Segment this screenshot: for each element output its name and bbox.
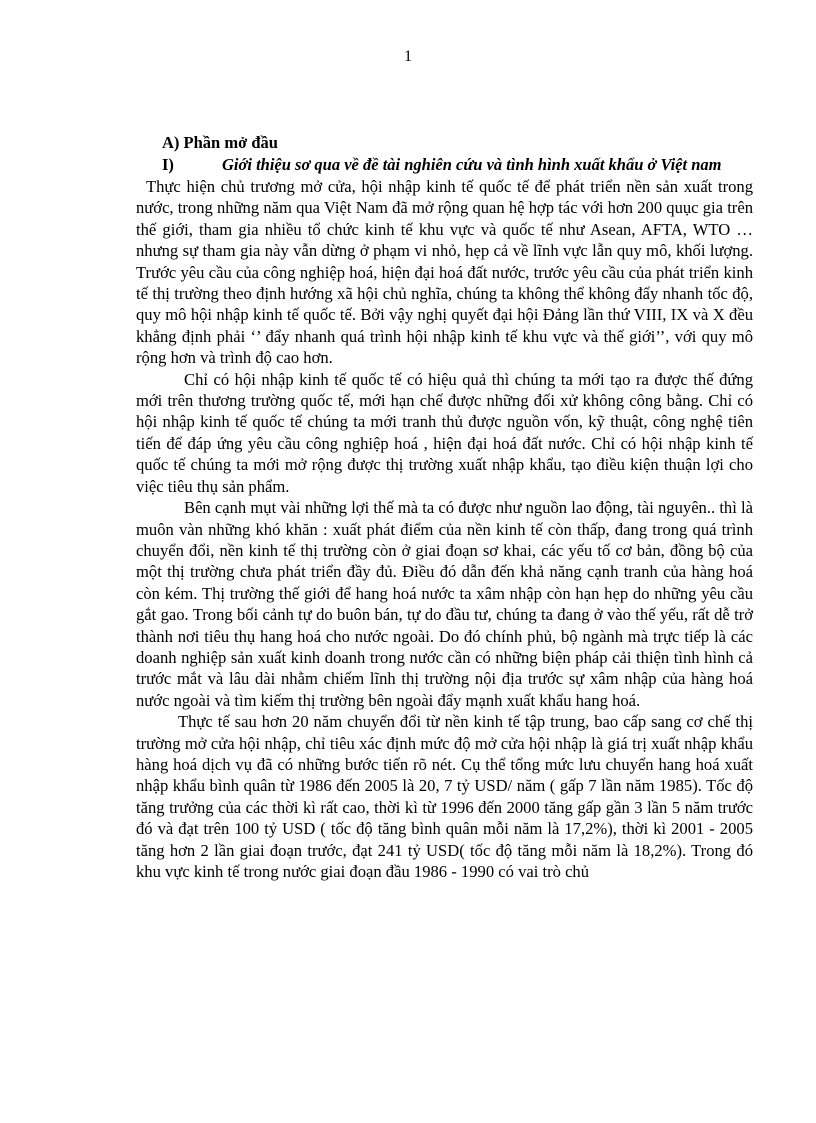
paragraph-1: Thực hiện chủ trương mở cửa, hội nhập kinh tế quốc tế để phát triển nền sản xuất trong nước, trong những năm qua Việt Nam đã mở rộng quan hệ hợp tác với hơn 200 quục gia trên thế giới, tham gia nhiều tổ chức kinh tế khu vực và quốc tế như Asean, AFTA, WTO …nhưng sự tham gia này vẫn dừng ở phạm vi nhỏ, hẹp cả về lĩnh vực lẫn quy mô, khối lượng. Trước yêu cầu của công nghiệp hoá, hiện đại hoá đất nước, trước yêu cầu của phát triển kinh tế thị trường theo định hướng xã hội chủ nghĩa, chúng ta không thể không đẩy nhanh tốc độ, quy mô hội nhập kinh tế quốc tế. Bởi vậy nghị quyết đại hội Đảng lần thứ VIII, IX và X đều khẳng định phải ‘’ đẩy nhanh quá trình hội nhập kinh tế khu vực và thế giới’’, với quy mô rộng hơn và trình độ cao hơn. bbox=[136, 177, 753, 368]
page-number: 1 bbox=[404, 48, 412, 65]
section-heading bbox=[136, 154, 753, 176]
document-body bbox=[136, 132, 753, 882]
section-title: Giới thiệu sơ qua về đề tài nghiên cứu và tình hình xuất khẩu ở Việt nam bbox=[222, 155, 722, 174]
paragraph-2: Chỉ có hội nhập kinh tế quốc tế có hiệu quả thì chúng ta mới tạo ra được thế đứng mới trên thương trường quốc tế, mới hạn chế được những đối xử không công bằng. Chỉ có hội nhập kinh tế quốc tế chúng ta mới tranh thủ được nguồn vốn, kỹ thuật, công nghệ tiên tiến để đáp ứng yêu cầu công nghiệp hoá , hiện đại hoá đất nước. Chỉ có hội nhập kinh tế quốc tế chúng ta mới mở rộng được thị trường xuất nhập khẩu, tạo điều kiện thuận lợi cho việc tiêu thụ sản phẩm. bbox=[136, 369, 753, 496]
section-numeral: I) bbox=[162, 155, 174, 174]
paragraph-3: Bên cạnh mụt vài những lợi thế mà ta có được như nguồn lao động, tài nguyên.. thì là muôn vàn những khó khăn : xuất phát điểm của nền kinh tế còn thấp, đang trong quá trình chuyển đổi, nền kinh tế thị trường còn ở giai đoạn sơ khai, các yếu tố cơ bản, đồng bộ của một thị trường chưa phát triển đầy đủ. Điều đó dẫn đến khả năng cạnh tranh của hàng hoá còn kém. Thị trường thế giới để hang hoá nước ta xâm nhập còn hạn hẹp do những yêu cầu gắt gao. Trong bối cảnh tự do buôn bán, tự do đầu tư, chúng ta đang ở vào thế yếu, rất dễ trở thành nơi tiêu thụ hang hoá cho nước ngoài. Do đó chính phủ, bộ ngành mà trực tiếp là các doanh nghiệp sản xuất kinh doanh trong nước cần có những biện pháp cải thiện tình hình cả trước mắt và lâu dài nhằm chiếm lĩnh thị trường nội địa trước sự xâm nhập của hàng hoá nước ngoài và tìm kiếm thị trường bên ngoài đẩy mạnh xuất khẩu hang hoá. bbox=[136, 498, 753, 710]
paragraph-4: Thực tế sau hơn 20 năm chuyển đổi từ nền kinh tế tập trung, bao cấp sang cơ chế thị trường mở cửa hội nhập, chỉ tiêu xác định mức độ mở cửa hội nhập là giá trị xuất nhập khẩu hàng hoá dịch vụ đã có những bước tiến rõ nét. Cụ thể tổng mức lưu chuyển hang hoá xuất nhập khẩu bình quân từ 1986 đến 2005 là 20, 7 tỷ USD/ năm ( gấp 7 lần năm 1985). Tốc độ tăng trưởng của các thời kì rất cao, thời kì từ 1996 đến 2000 tăng gấp gần 3 lần 5 năm trước đó và đạt trên 100 tỷ USD ( tốc độ tăng bình quân mỗi năm là 17,2%), thời kì 2001 - 2005 tăng hơn 2 lần giai đoạn trước, đạt 241 tỷ USD( tốc độ tăng mỗi năm là 18,2%). Trong đó khu vực kinh tế trong nước giai đoạn đầu 1986 - 1990 có vai trò chủ bbox=[136, 712, 753, 881]
part-heading: A) Phần mở đầu bbox=[162, 133, 278, 152]
